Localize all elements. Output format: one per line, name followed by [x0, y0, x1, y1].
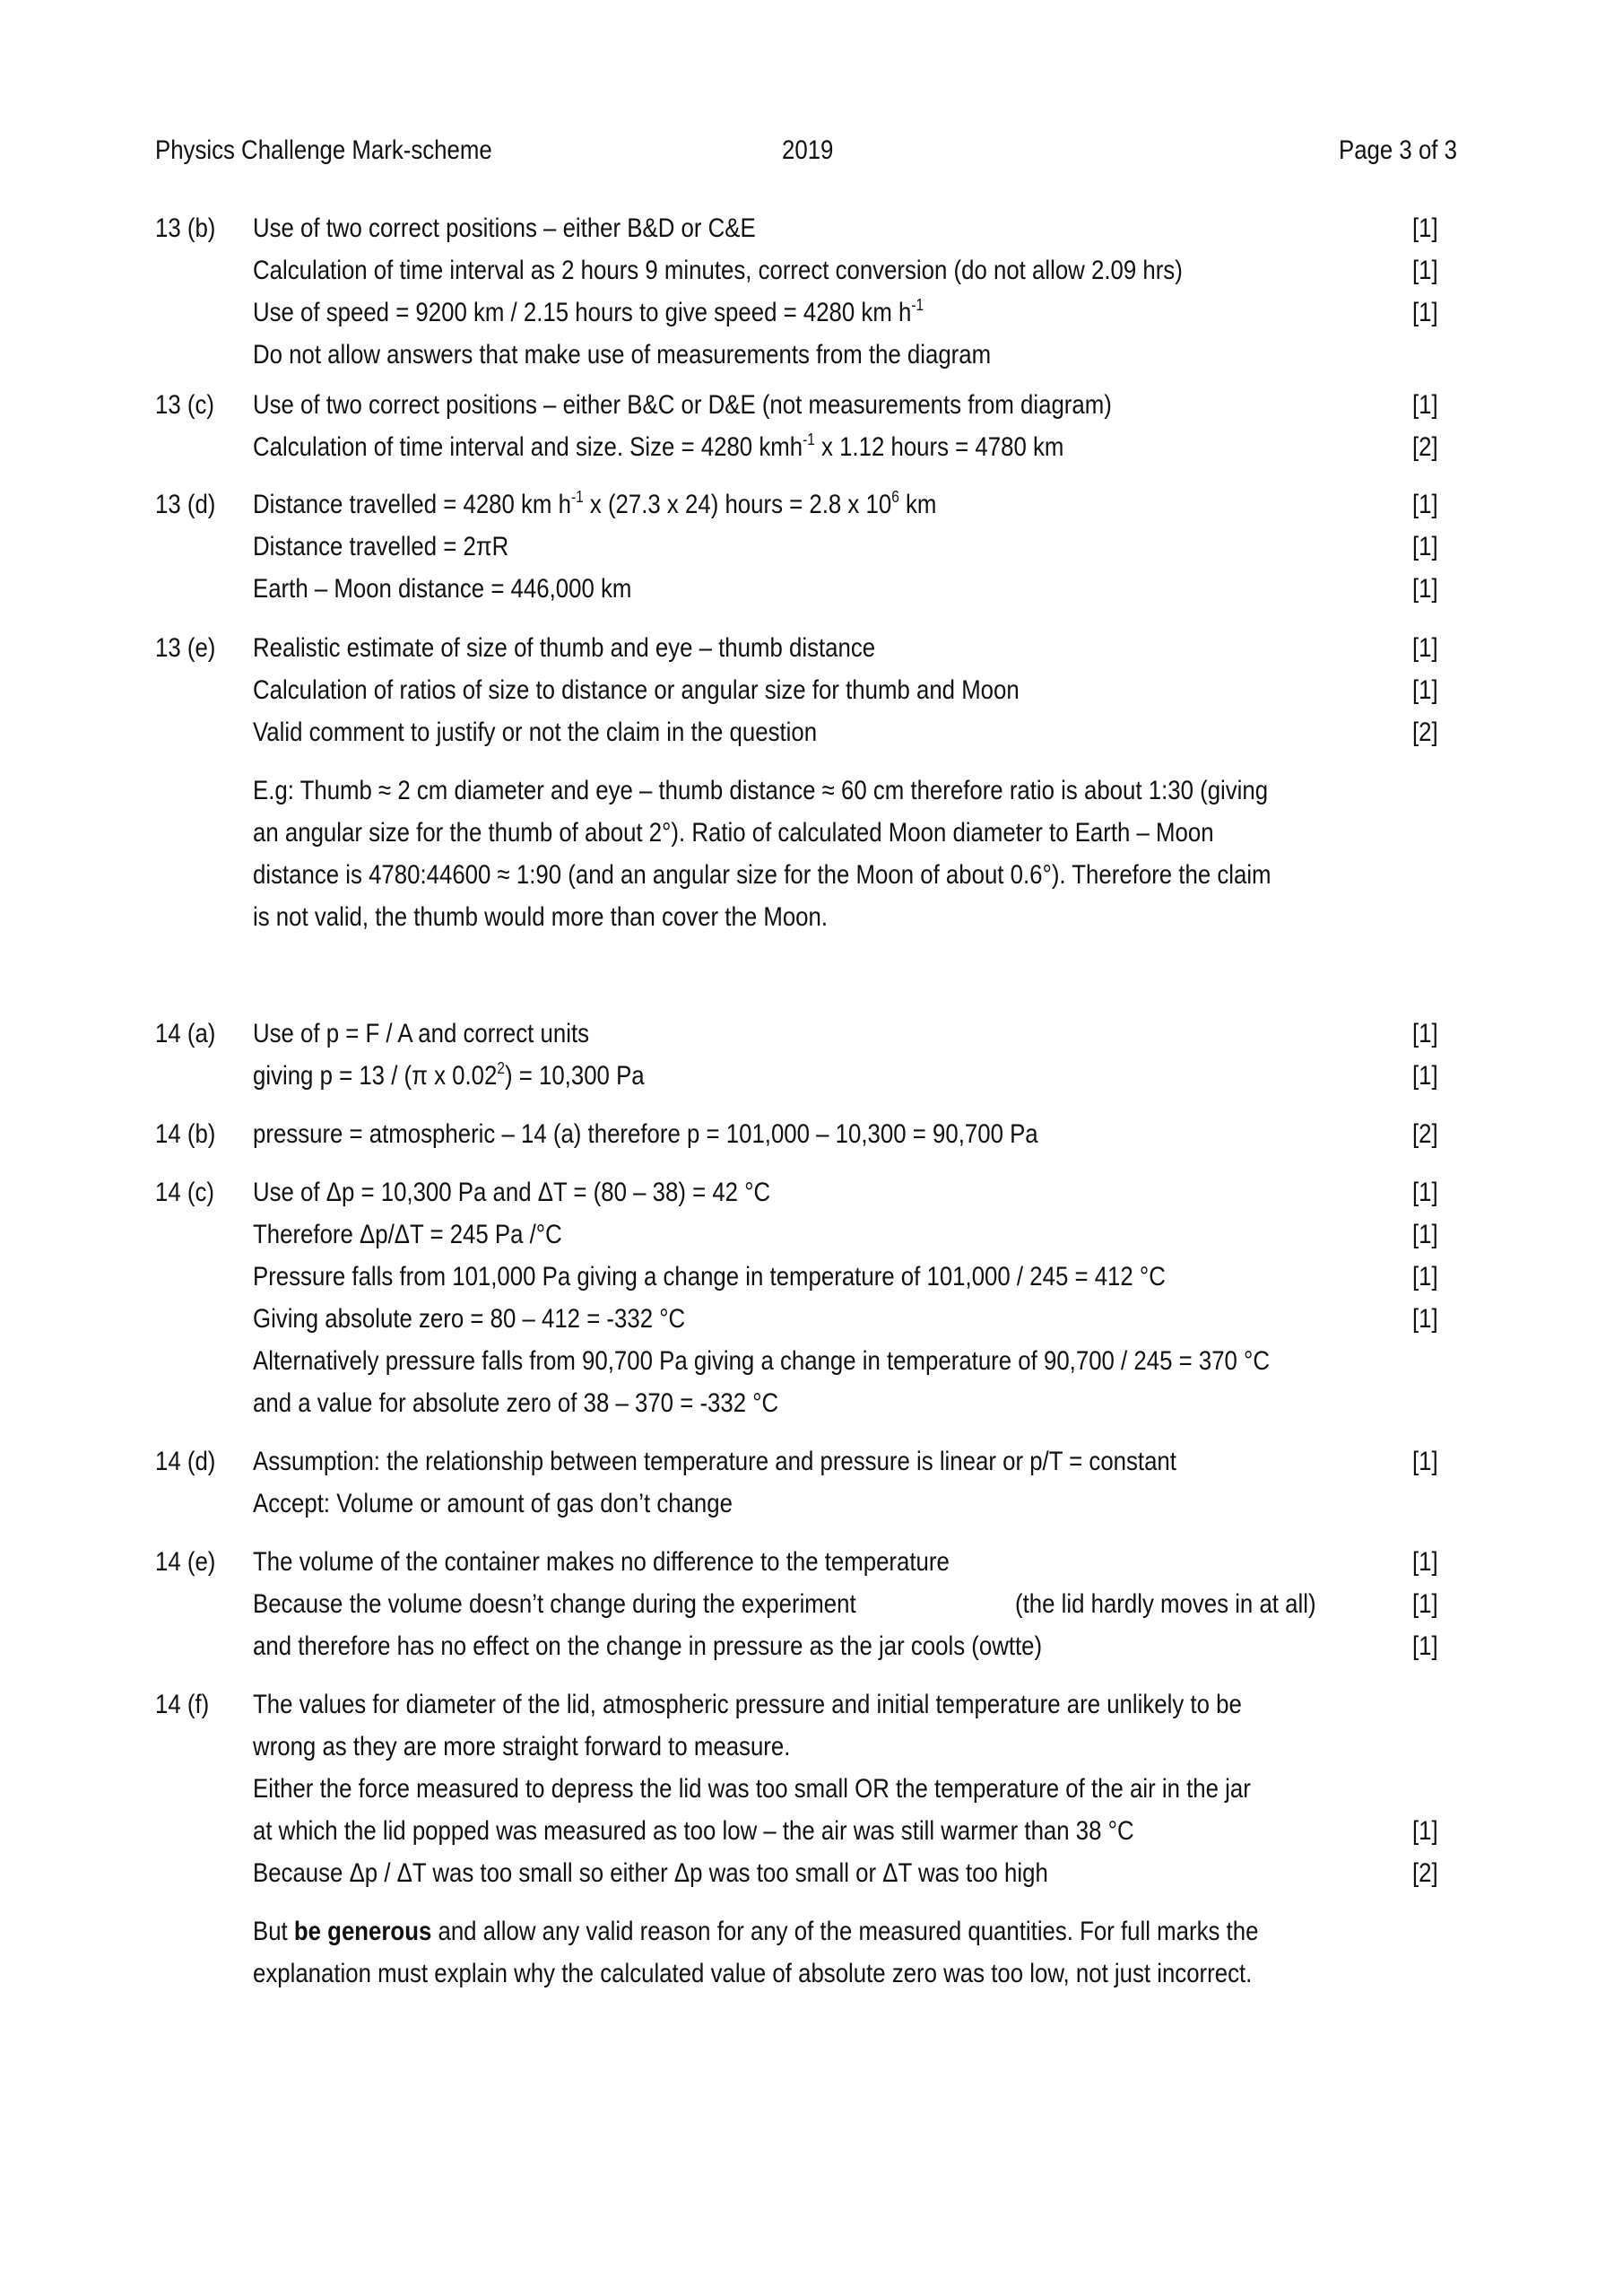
mark-allocation: [1] — [1412, 1447, 1438, 1476]
bold-text: be generous — [293, 1917, 432, 1946]
mark-scheme-line — [253, 776, 1268, 806]
line-text: at which the lid popped was measured as too low – the air was still warmer than 38 °C — [253, 1816, 1134, 1846]
mark-allocation: [1] — [1412, 1589, 1438, 1619]
superscript: 6 — [891, 488, 899, 506]
mark-scheme-line — [253, 1119, 1038, 1150]
mark-scheme-line — [253, 818, 1214, 848]
mark-allocation: [1] — [1412, 213, 1438, 243]
mark-scheme-line — [253, 860, 1271, 891]
mark-allocation: [1] — [1412, 1220, 1438, 1249]
line-text: Valid comment to justify or not the claim in the question — [253, 718, 818, 747]
question-label: 14 (f) — [155, 1690, 210, 1719]
mark-scheme-line — [253, 675, 1020, 706]
mark-allocation: [1] — [1412, 574, 1438, 604]
mark-allocation: [1] — [1412, 490, 1438, 519]
mark-scheme-line — [253, 902, 828, 933]
line-text: an angular size for the thumb of about 2°). Ratio of calculated Moon diameter to Earth – Moon — [253, 818, 1214, 848]
aside-note: (the lid hardly moves in at all) — [1015, 1589, 1316, 1619]
line-text: explanation must explain why the calculated value of absolute zero was too low, not just incorrect. — [253, 1959, 1253, 1988]
line-text: Accept: Volume or amount of gas don’t change — [253, 1489, 733, 1518]
line-text: Pressure falls from 101,000 Pa giving a change in temperature of 101,000 / 245 = 412 °C — [253, 1262, 1166, 1292]
document-title: Physics Challenge Mark-scheme — [155, 135, 492, 165]
line-text: Alternatively pressure falls from 90,700 Pa giving a change in temperature of 90,700 / 245 = 370 °C — [253, 1346, 1271, 1376]
mark-scheme-line — [253, 1220, 562, 1250]
mark-scheme-line — [253, 718, 817, 748]
line-text: Use of Δp = 10,300 Pa and ΔT = (80 – 38) = 42 °C — [253, 1178, 771, 1207]
mark-allocation: [1] — [1412, 1019, 1438, 1048]
line-text: ) = 10,300 Pa — [504, 1061, 645, 1091]
mark-allocation: [1] — [1412, 1304, 1438, 1334]
mark-allocation: [1] — [1412, 1816, 1438, 1846]
question-label: 13 (b) — [155, 213, 216, 243]
line-text: Assumption: the relationship between temperature and pressure is linear or p/T = constant — [253, 1447, 1176, 1476]
mark-scheme-line — [253, 532, 508, 562]
mark-scheme-line — [253, 1346, 1270, 1377]
mark-scheme-line — [253, 1959, 1252, 1989]
mark-allocation: [1] — [1412, 1631, 1438, 1661]
mark-scheme-line — [253, 340, 991, 370]
mark-allocation: [1] — [1412, 1547, 1438, 1577]
mark-scheme-line — [253, 298, 924, 328]
line-text: Realistic estimate of size of thumb and eye – thumb distance — [253, 633, 876, 663]
line-text: wrong as they are more straight forward to measure. — [253, 1732, 791, 1761]
mark-scheme-line — [253, 1447, 1176, 1477]
line-text: pressure = atmospheric – 14 (a) therefore p = 101,000 – 10,300 = 90,700 Pa — [253, 1119, 1038, 1149]
line-text: The volume of the container makes no difference to the temperature — [253, 1547, 950, 1577]
line-text: Use of speed = 9200 km / 2.15 hours to give speed = 4280 km h — [253, 298, 912, 327]
mark-scheme-line — [253, 1304, 685, 1335]
superscript: -1 — [803, 430, 815, 448]
question-label: 13 (d) — [155, 490, 216, 519]
line-text: But — [253, 1917, 294, 1946]
mark-allocation: [1] — [1412, 1262, 1438, 1292]
question-label: 14 (b) — [155, 1119, 216, 1149]
mark-scheme-line — [253, 1262, 1166, 1292]
line-text: Calculation of time interval as 2 hours 9 minutes, correct conversion (do not allow 2.09 hrs) — [253, 256, 1183, 285]
question-label: 14 (c) — [155, 1178, 214, 1207]
mark-allocation: [2] — [1412, 1119, 1438, 1149]
mark-allocation: [1] — [1412, 1178, 1438, 1207]
mark-scheme-line — [253, 1631, 1042, 1662]
question-label: 14 (e) — [155, 1547, 216, 1577]
line-text: The values for diameter of the lid, atmospheric pressure and initial temperature are unlikely to be — [253, 1690, 1242, 1719]
line-text: km — [898, 490, 937, 519]
line-text: Calculation of time interval and size. Size = 4280 kmh — [253, 432, 803, 462]
line-text: and therefore has no effect on the change in pressure as the jar cools (owtte) — [253, 1631, 1043, 1661]
line-text: Therefore Δp/ΔT = 245 Pa /°C — [253, 1220, 562, 1249]
page-number: Page 3 of 3 — [1339, 135, 1457, 165]
mark-scheme-line — [253, 1019, 589, 1049]
line-text: and a value for absolute zero of 38 – 370 = -332 °C — [253, 1388, 779, 1418]
mark-allocation: [1] — [1412, 675, 1438, 705]
document-year: 2019 — [782, 135, 834, 165]
mark-scheme-line — [253, 633, 875, 664]
mark-scheme-line — [253, 1732, 790, 1762]
line-text: Use of p = F / A and correct units — [253, 1019, 590, 1048]
question-label: 13 (e) — [155, 633, 216, 663]
line-text: Use of two correct positions – either B&D or C&E — [253, 213, 756, 243]
mark-scheme-line — [253, 256, 1183, 286]
mark-scheme-line — [253, 1547, 950, 1578]
mark-allocation: [1] — [1412, 633, 1438, 663]
line-text: Use of two correct positions – either B&C or D&E (not measurements from diagram) — [253, 390, 1112, 420]
superscript: -1 — [911, 296, 924, 314]
line-text: Calculation of ratios of size to distance or angular size for thumb and Moon — [253, 675, 1020, 705]
line-text: distance is 4780:44600 ≈ 1:90 (and an angular size for the Moon of about 0.6°). Therefore the claim — [253, 860, 1271, 890]
mark-scheme-line — [253, 574, 631, 604]
mark-allocation: [1] — [1412, 256, 1438, 285]
superscript: -1 — [570, 488, 584, 506]
line-text: Either the force measured to depress the lid was too small OR the temperature of the air in the jar — [253, 1774, 1251, 1804]
line-text: Giving absolute zero = 80 – 412 = -332 °C — [253, 1304, 686, 1334]
question-label: 14 (a) — [155, 1019, 216, 1048]
line-text: Because the volume doesn’t change during the experiment — [253, 1589, 856, 1619]
question-label: 14 (d) — [155, 1447, 216, 1476]
line-text: Earth – Moon distance = 446,000 km — [253, 574, 632, 604]
mark-scheme-line — [253, 1690, 1242, 1720]
mark-scheme-line — [253, 1388, 778, 1419]
line-text: Distance travelled = 4280 km h — [253, 490, 571, 519]
line-text: is not valid, the thumb would more than cover the Moon. — [253, 902, 829, 932]
line-text: x (27.3 x 24) hours = 2.8 x 10 — [583, 490, 892, 519]
mark-allocation: [1] — [1412, 1061, 1438, 1091]
mark-scheme-line — [253, 390, 1112, 421]
line-text: Do not allow answers that make use of measurements from the diagram — [253, 340, 992, 370]
line-text: Because Δp / ΔT was too small so either Δp was too small or ΔT was too high — [253, 1858, 1048, 1888]
line-text: and allow any valid reason for any of the measured quantities. For full marks the — [431, 1917, 1259, 1946]
mark-allocation: [1] — [1412, 298, 1438, 327]
mark-scheme-line — [253, 213, 756, 244]
mark-allocation: [2] — [1412, 718, 1438, 747]
mark-scheme-line — [253, 1589, 856, 1620]
superscript: 2 — [497, 1059, 505, 1077]
line-text: E.g: Thumb ≈ 2 cm diameter and eye – thumb distance ≈ 60 cm therefore ratio is about 1:30 (giving — [253, 776, 1269, 805]
mark-scheme-line — [253, 1917, 1258, 1947]
line-text: Distance travelled = 2πR — [253, 532, 509, 561]
mark-allocation: [1] — [1412, 390, 1438, 420]
mark-allocation: [2] — [1412, 432, 1438, 462]
mark-scheme-line — [253, 1061, 645, 1091]
mark-scheme-line — [253, 1816, 1134, 1847]
question-label: 13 (c) — [155, 390, 214, 420]
mark-scheme-line — [253, 1774, 1251, 1805]
mark-scheme-line — [253, 490, 936, 520]
mark-scheme-line — [253, 1489, 733, 1519]
line-text: giving p = 13 / (π x 0.02 — [253, 1061, 498, 1091]
mark-scheme-line — [253, 1178, 770, 1208]
line-text: x 1.12 hours = 4780 km — [814, 432, 1064, 462]
mark-scheme-line — [253, 432, 1063, 463]
mark-allocation: [1] — [1412, 532, 1438, 561]
mark-scheme-line — [253, 1858, 1048, 1889]
mark-allocation: [2] — [1412, 1858, 1438, 1888]
